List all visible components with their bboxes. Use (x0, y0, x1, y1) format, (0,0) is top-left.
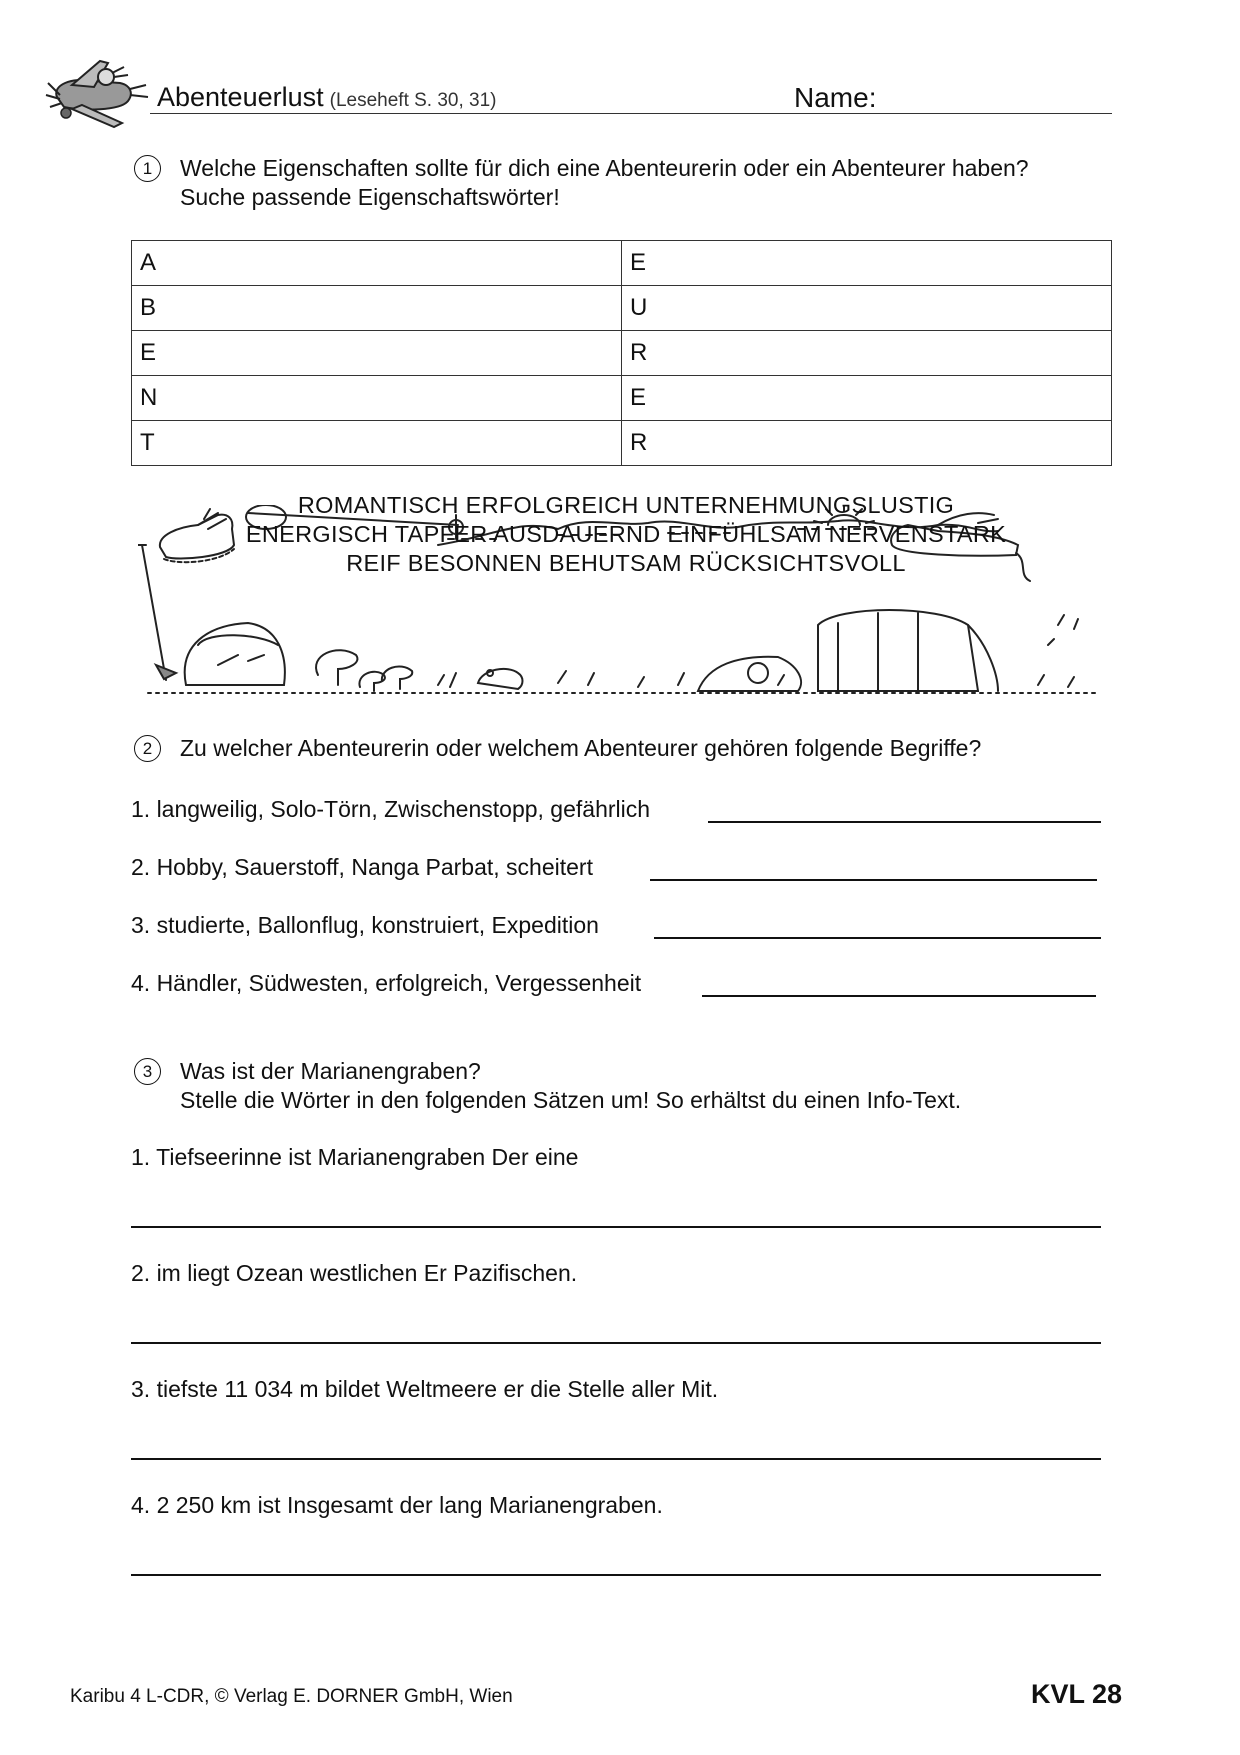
task2-item-3: 3. studierte, Ballonflug, konstruiert, Expedition (131, 912, 599, 938)
answer-line[interactable] (131, 1458, 1101, 1460)
table-cell[interactable]: U (622, 286, 1112, 331)
answer-line[interactable] (650, 879, 1097, 881)
answer-line[interactable] (702, 995, 1096, 997)
name-label: Name: (794, 82, 877, 113)
table-row (132, 331, 1112, 376)
table-cell[interactable]: E (622, 376, 1112, 421)
task1-number: 1 (134, 155, 161, 182)
task3-item-2: 2. im liegt Ozean westlichen Er Pazifischen. (131, 1260, 578, 1286)
acrostic-table (131, 240, 1112, 466)
answer-line[interactable] (131, 1342, 1101, 1344)
task3-line1: Was ist der Marianengraben? (180, 1058, 481, 1084)
task3-line2: Stelle die Wörter in den folgenden Sätzen um! So erhältst du einen Info-Text. (180, 1087, 962, 1113)
task2-text: Zu welcher Abenteurerin oder welchem Abenteurer gehören folgende Begriffe? (180, 735, 982, 761)
table-cell[interactable]: E (622, 241, 1112, 286)
answer-line[interactable] (708, 821, 1101, 823)
answer-line[interactable] (131, 1574, 1101, 1576)
task3-number: 3 (134, 1058, 161, 1085)
footer-copyright: Karibu 4 L-CDR, © Verlag E. DORNER GmbH, Wien (70, 1686, 513, 1707)
word-list-line1: ROMANTISCH ERFOLGREICH UNTERNEHMUNGSLUSTIG (297, 492, 955, 518)
table-row (132, 421, 1112, 466)
worksheet-title (157, 82, 497, 113)
task2-item-2: 2. Hobby, Sauerstoff, Nanga Parbat, scheitert (131, 854, 593, 880)
header-line (150, 113, 1112, 114)
task1-line1: Welche Eigenschaften sollte für dich eine Abenteurerin oder ein Abenteurer haben? (180, 155, 1029, 181)
title-text: Abenteuerlust (157, 82, 324, 112)
footer-page-code: KVL 28 (1031, 1679, 1123, 1709)
task2-number: 2 (134, 735, 161, 762)
table-cell[interactable]: R (622, 331, 1112, 376)
table-row (132, 286, 1112, 331)
task3-item-4: 4. 2 250 km ist Insgesamt der lang Marianengraben. (131, 1492, 663, 1518)
task3-item-1: 1. Tiefseerinne ist Marianengraben Der eine (131, 1144, 579, 1170)
answer-line[interactable] (654, 937, 1101, 939)
word-list-line3: REIF BESONNEN BEHUTSAM RÜCKSICHTSVOLL (346, 550, 906, 576)
table-cell[interactable]: R (622, 421, 1112, 466)
table-row (132, 241, 1112, 286)
airplane-logo-icon (42, 55, 152, 130)
task1-line2: Suche passende Eigenschaftswörter! (180, 184, 560, 210)
task3-item-3: 3. tiefste 11 034 m bildet Weltmeere er die Stelle aller Mit. (131, 1376, 719, 1402)
table-cell[interactable]: T (132, 421, 622, 466)
table-cell[interactable]: E (132, 331, 622, 376)
answer-line[interactable] (131, 1226, 1101, 1228)
table-row (132, 376, 1112, 421)
task2-item-1: 1. langweilig, Solo-Törn, Zwischenstopp, gefährlich (131, 796, 651, 822)
table-cell[interactable]: A (132, 241, 622, 286)
table-cell[interactable]: N (132, 376, 622, 421)
word-box (138, 492, 1114, 705)
task2-item-4: 4. Händler, Südwesten, erfolgreich, Vergessenheit (131, 970, 642, 996)
table-cell[interactable]: B (132, 286, 622, 331)
word-list-line2: ENERGISCH TAPFER AUSDAUERND EINFÜHLSAM NERVENSTARK (245, 521, 1007, 547)
title-source: (Leseheft S. 30, 31) (329, 90, 497, 111)
